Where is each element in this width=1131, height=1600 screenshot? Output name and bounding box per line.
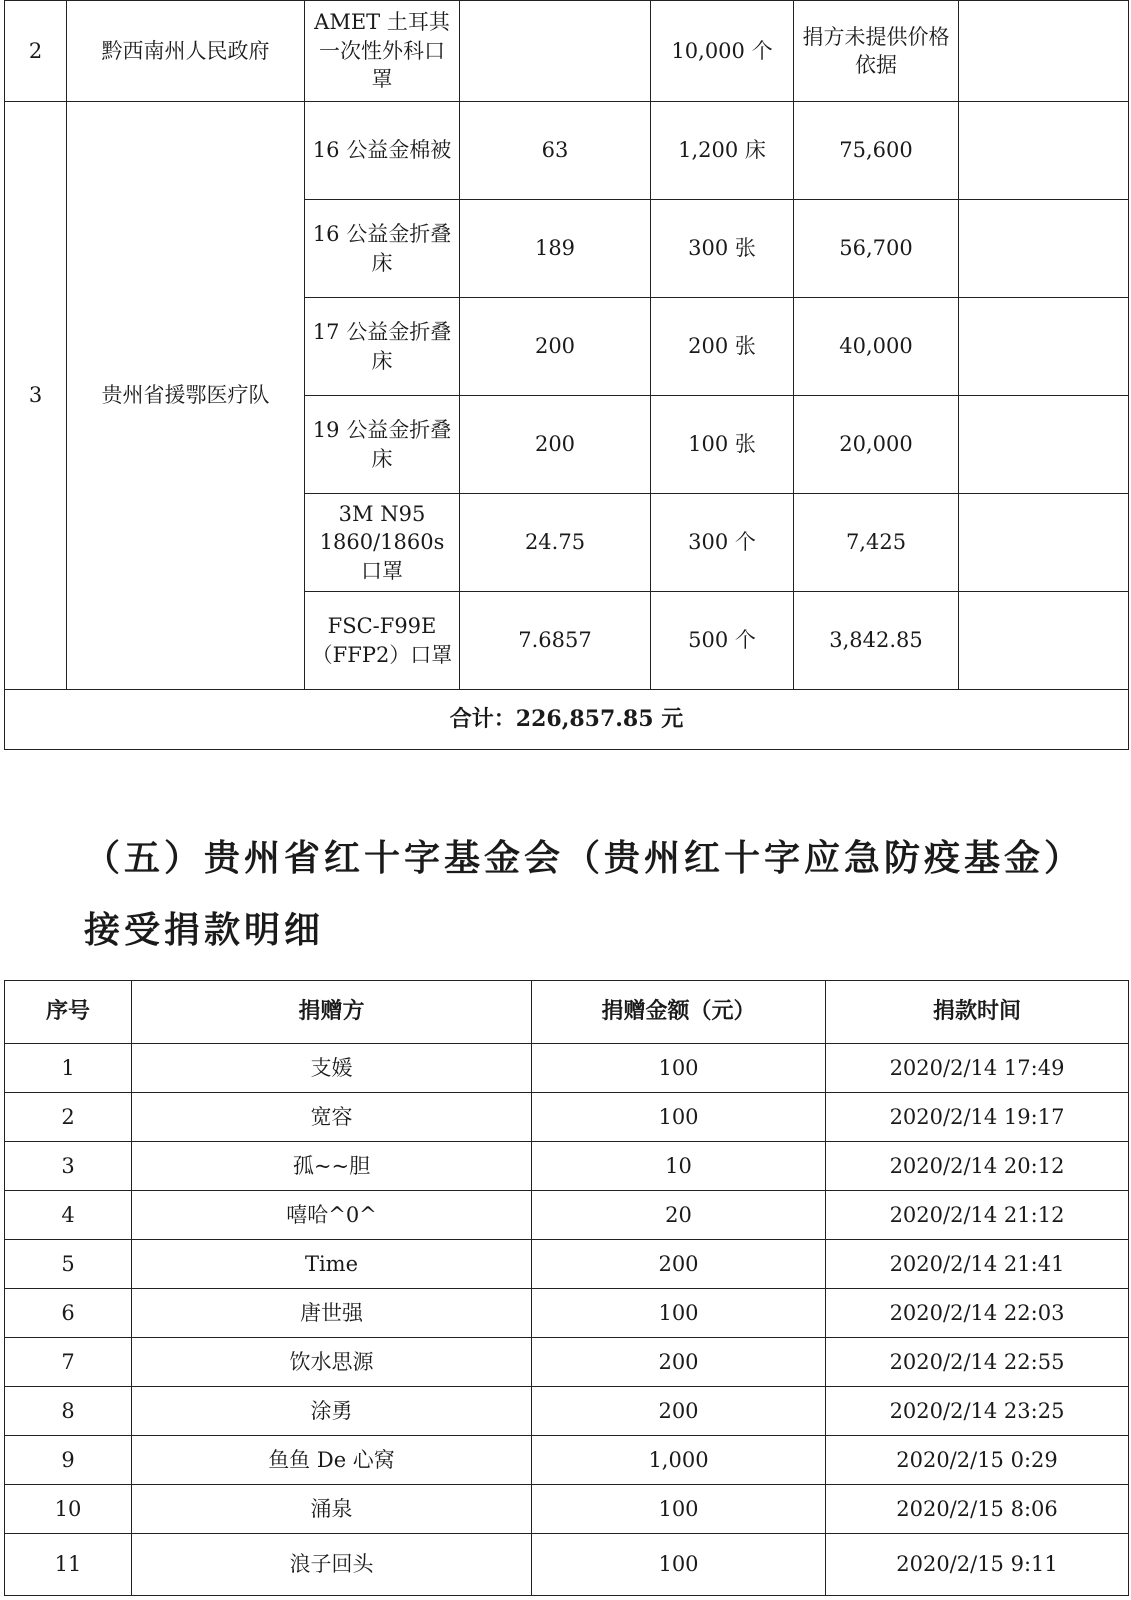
table-row <box>5 1044 1129 1093</box>
table-row <box>5 1289 1129 1338</box>
row-number: 9 <box>5 1436 132 1485</box>
table-row <box>5 1240 1129 1289</box>
donor-name: 嘻哈^0^ <box>132 1191 532 1240</box>
row-number: 3 <box>5 102 67 690</box>
table-row <box>5 1534 1129 1596</box>
table-row <box>5 1191 1129 1240</box>
row-number: 1 <box>5 1044 132 1093</box>
header-amount: 捐赠金额（元） <box>532 981 826 1044</box>
donation-time: 2020/2/14 21:12 <box>826 1191 1129 1240</box>
table-row <box>5 102 1129 200</box>
item-name: 17 公益金折叠床 <box>305 298 460 396</box>
note <box>959 102 1129 200</box>
donor-name: 鱼鱼 De 心窝 <box>132 1436 532 1485</box>
donation-time: 2020/2/14 23:25 <box>826 1387 1129 1436</box>
item-name: 16 公益金折叠床 <box>305 200 460 298</box>
unit-price <box>460 1 651 102</box>
header-donor: 捐赠方 <box>132 981 532 1044</box>
donation-time: 2020/2/15 0:29 <box>826 1436 1129 1485</box>
donation-time: 2020/2/14 22:03 <box>826 1289 1129 1338</box>
quantity: 100 张 <box>651 396 794 494</box>
donation-amount: 20 <box>532 1191 826 1240</box>
item-name: FSC-F99E（FFP2）口罩 <box>305 592 460 690</box>
donation-time: 2020/2/14 19:17 <box>826 1093 1129 1142</box>
donation-amount: 100 <box>532 1289 826 1338</box>
row-number: 4 <box>5 1191 132 1240</box>
note <box>959 1 1129 102</box>
amount: 56,700 <box>794 200 959 298</box>
donor-name: 孤~~胆 <box>132 1142 532 1191</box>
unit-price: 200 <box>460 298 651 396</box>
amount: 3,842.85 <box>794 592 959 690</box>
donation-time: 2020/2/14 17:49 <box>826 1044 1129 1093</box>
row-number: 3 <box>5 1142 132 1191</box>
goods-donation-table <box>4 0 1129 750</box>
table-row <box>5 1093 1129 1142</box>
donor-name: 黔西南州人民政府 <box>67 1 305 102</box>
quantity: 1,200 床 <box>651 102 794 200</box>
donation-amount: 200 <box>532 1240 826 1289</box>
note <box>959 298 1129 396</box>
donor-name: 贵州省援鄂医疗队 <box>67 102 305 690</box>
unit-price: 200 <box>460 396 651 494</box>
row-number: 11 <box>5 1534 132 1596</box>
unit-price: 7.6857 <box>460 592 651 690</box>
amount: 捐方未提供价格依据 <box>794 1 959 102</box>
item-name: AMET 土耳其一次性外科口罩 <box>305 1 460 102</box>
item-name: 3M N95 1860/1860s 口罩 <box>305 494 460 592</box>
donor-name: 涂勇 <box>132 1387 532 1436</box>
donation-time: 2020/2/14 20:12 <box>826 1142 1129 1191</box>
item-name: 16 公益金棉被 <box>305 102 460 200</box>
quantity: 200 张 <box>651 298 794 396</box>
row-number: 5 <box>5 1240 132 1289</box>
amount: 7,425 <box>794 494 959 592</box>
donation-time: 2020/2/15 9:11 <box>826 1534 1129 1596</box>
note <box>959 592 1129 690</box>
section-heading: （五）贵州省红十字基金会（贵州红十字应急防疫基金）接受捐款明细 <box>84 837 1067 951</box>
donation-time: 2020/2/14 22:55 <box>826 1338 1129 1387</box>
donor-name: Time <box>132 1240 532 1289</box>
row-number: 6 <box>5 1289 132 1338</box>
row-number: 2 <box>5 1 67 102</box>
header-time: 捐款时间 <box>826 981 1129 1044</box>
donor-name: 宽容 <box>132 1093 532 1142</box>
donation-amount: 200 <box>532 1387 826 1436</box>
donation-amount: 100 <box>532 1044 826 1093</box>
table-row <box>5 1142 1129 1191</box>
quantity: 500 个 <box>651 592 794 690</box>
note <box>959 396 1129 494</box>
donation-amount: 100 <box>532 1093 826 1142</box>
quantity: 10,000 个 <box>651 1 794 102</box>
total-amount: 合计：226,857.85 元 <box>5 690 1129 750</box>
donation-amount: 100 <box>532 1485 826 1534</box>
table-row <box>5 1 1129 102</box>
donor-name: 支媛 <box>132 1044 532 1093</box>
unit-price: 24.75 <box>460 494 651 592</box>
quantity: 300 张 <box>651 200 794 298</box>
row-number: 8 <box>5 1387 132 1436</box>
amount: 40,000 <box>794 298 959 396</box>
donor-name: 饮水思源 <box>132 1338 532 1387</box>
amount: 75,600 <box>794 102 959 200</box>
unit-price: 63 <box>460 102 651 200</box>
table-row <box>5 1338 1129 1387</box>
table-row <box>5 1436 1129 1485</box>
row-number: 10 <box>5 1485 132 1534</box>
quantity: 300 个 <box>651 494 794 592</box>
donor-name: 涌泉 <box>132 1485 532 1534</box>
note <box>959 200 1129 298</box>
row-number: 7 <box>5 1338 132 1387</box>
row-number: 2 <box>5 1093 132 1142</box>
donation-amount: 10 <box>532 1142 826 1191</box>
total-row <box>5 690 1129 750</box>
donation-time: 2020/2/15 8:06 <box>826 1485 1129 1534</box>
donation-amount: 100 <box>532 1534 826 1596</box>
table-row <box>5 1387 1129 1436</box>
donation-time: 2020/2/14 21:41 <box>826 1240 1129 1289</box>
header-no: 序号 <box>5 981 132 1044</box>
donor-name: 唐世强 <box>132 1289 532 1338</box>
item-name: 19 公益金折叠床 <box>305 396 460 494</box>
cash-donation-table <box>4 980 1129 1596</box>
unit-price: 189 <box>460 200 651 298</box>
donation-amount: 200 <box>532 1338 826 1387</box>
donor-name: 浪子回头 <box>132 1534 532 1596</box>
donation-amount: 1,000 <box>532 1436 826 1485</box>
table-row <box>5 1485 1129 1534</box>
amount: 20,000 <box>794 396 959 494</box>
note <box>959 494 1129 592</box>
table-header-row <box>5 981 1129 1044</box>
